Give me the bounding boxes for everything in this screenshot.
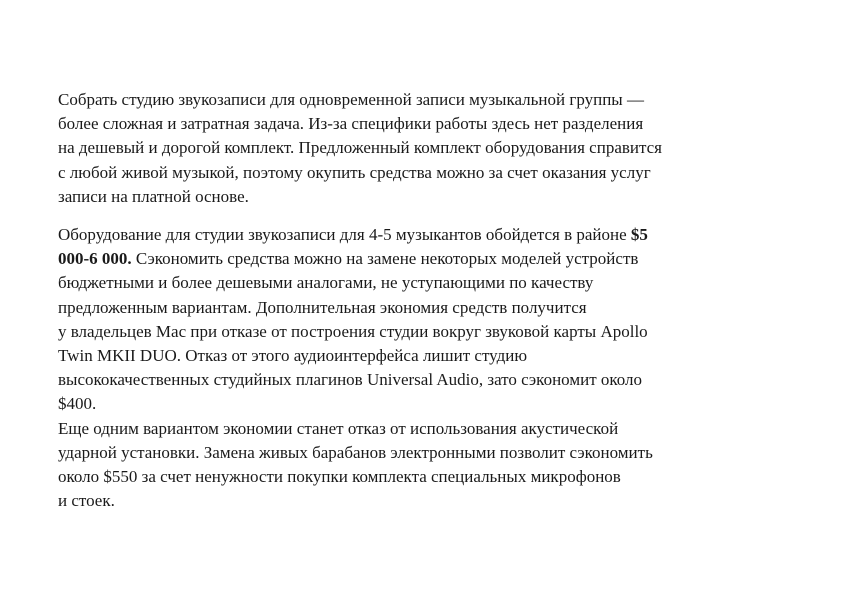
text-line: $400. — [58, 394, 97, 414]
text-line — [58, 223, 788, 247]
text-line: у владельцев Mac при отказе от построения студии вокруг звуковой карты Apollo — [58, 321, 648, 341]
text-line: Twin MKII DUO. Отказ от этого аудиоинтерфейса лишит студию — [58, 346, 528, 366]
paragraph-drum-savings — [58, 417, 788, 514]
paragraph-spacer — [58, 209, 788, 223]
text-line: и стоек. — [58, 491, 115, 511]
text-line: на дешевый и дорогой комплект. Предложенный комплект оборудования справится — [58, 138, 662, 158]
paragraph-equipment-cost — [58, 223, 788, 417]
text-line: записи на платной основе. — [58, 186, 249, 206]
text-line: высококачественных студийных плагинов Universal Audio, зато сэкономит около — [58, 370, 643, 390]
text-line: с любой живой музыкой, поэтому окупить средства можно за счет оказания услуг — [58, 162, 651, 182]
text-line: ударной установки. Замена живых барабанов электронными позволит сэкономить — [58, 442, 653, 462]
text-line: Еще одним вариантом экономии станет отказ от использования акустической — [58, 418, 619, 438]
text-line: Собрать студию звукозаписи для одновременной записи музыкальной группы — — [58, 90, 644, 109]
document-page — [58, 88, 788, 513]
text-line: бюджетными и более дешевыми аналогами, не уступающими по качеству — [58, 273, 594, 293]
price-highlight: $5 — [630, 225, 648, 245]
text-segment: Сэкономить средства можно на замене некоторых моделей устройств — [131, 249, 639, 269]
text-line: более сложная и затратная задача. Из-за специфики работы здесь нет разделения — [58, 114, 644, 134]
text-line: предложенным вариантам. Дополнительная экономия средств получится — [58, 297, 587, 317]
text-line — [58, 247, 788, 271]
paragraph-intro — [58, 88, 788, 209]
text-line: около $550 за счет ненужности покупки комплекта специальных микрофонов — [58, 467, 621, 487]
text-segment: Оборудование для студии звукозаписи для 4-5 музыкантов обойдется в районе — [58, 225, 631, 245]
price-highlight: 000-6 000. — [58, 249, 132, 269]
